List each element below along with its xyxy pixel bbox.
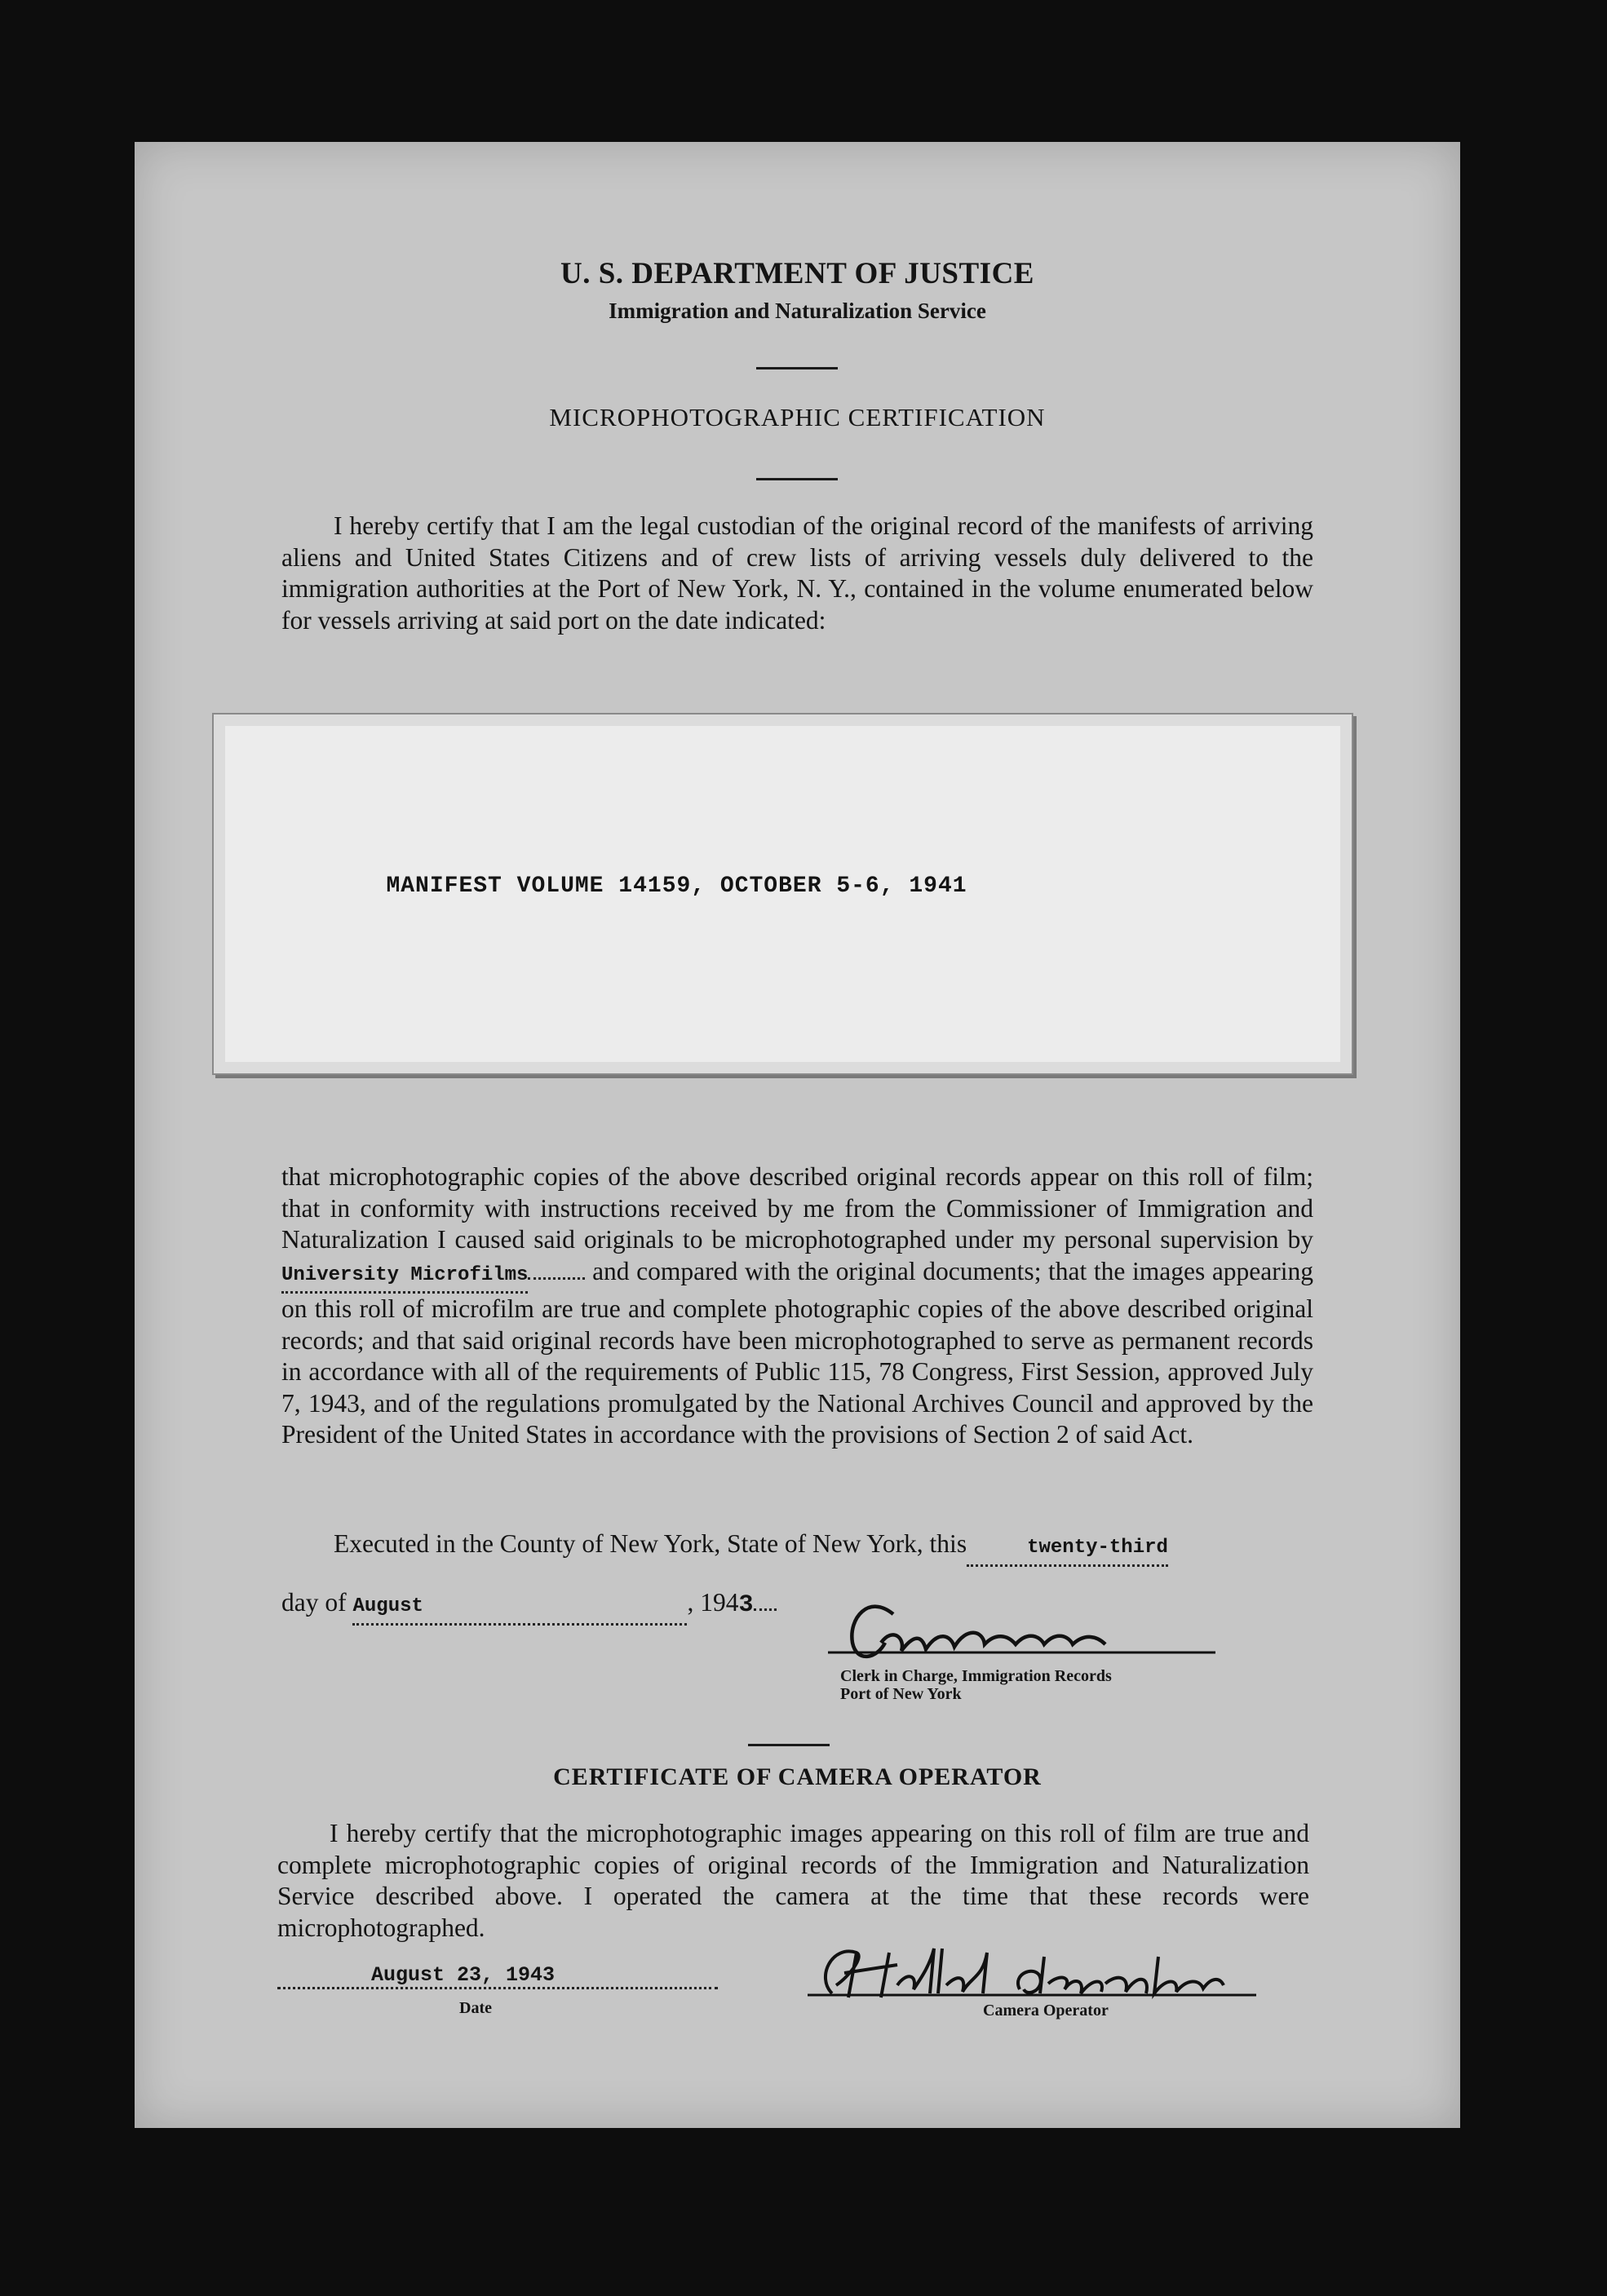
executed-line	[281, 1528, 1313, 1567]
clerk-signature	[771, 1586, 1228, 1675]
body-paragraph	[281, 1161, 1313, 1451]
camera-heading: CERTIFICATE OF CAMERA OPERATOR	[553, 1763, 1042, 1790]
year-prefix: , 194	[687, 1588, 739, 1617]
day-field: twenty-third	[967, 1533, 1168, 1567]
department-heading: U. S. DEPARTMENT OF JUSTICE	[560, 257, 1034, 290]
date-label: Date	[459, 1999, 492, 2017]
body-text-part2: and compared with the original documents; that the images appearing on this roll of microfilm are true and complete photographic copies of the above described original records; and that said original records have been microphotographed to serve as permanent records in accordance with all of the requirements of Public 115, 78 Congress, First Session, approved July 7, 1943, and of the regulations promulgated by the National Archives Council and approved by the President of the United States in accordance with the provisions of Section 2 of said Act.	[281, 1256, 1313, 1449]
executed-prefix: Executed in the County of New York, State of New York, this	[334, 1529, 967, 1558]
supervisor-field: University Microfilms	[281, 1260, 528, 1294]
divider	[748, 1744, 830, 1746]
clerk-title-line1: Clerk in Charge, Immigration Records	[840, 1667, 1112, 1685]
camera-paragraph: I hereby certify that the microphotographic images appearing on this roll of film are true and complete microphotographic copies of original records of the Immigration and Naturalization Service described above. I operated the camera at the time that these records were microphotographed.	[277, 1819, 1309, 1942]
month-field: August	[352, 1591, 687, 1626]
clerk-title-line2: Port of New York	[840, 1685, 962, 1703]
day-of-label: day of	[281, 1588, 347, 1617]
certification-title: MICROPHOTOGRAPHIC CERTIFICATION	[549, 403, 1046, 431]
volume-label: MANIFEST VOLUME 14159, OCTOBER 5-6, 1941	[386, 874, 967, 899]
intro-paragraph: I hereby certify that I am the legal custodian of the original record of the manifests of arriving aliens and United States Citizens and of crew lists of arriving vessels duly delivered to the immigration authorities at the Port of New York, N. Y., contained in the volume enumerated below for vessels arriving at said port on the date indicated:	[281, 511, 1313, 635]
divider	[756, 367, 838, 369]
volume-box	[212, 713, 1353, 1075]
camera-date-value: August 23, 1943	[371, 1963, 556, 1987]
clerk-title	[840, 1667, 1112, 1703]
date-line-rule	[277, 1987, 718, 1989]
service-subheading: Immigration and Naturalization Service	[609, 299, 986, 323]
divider	[756, 478, 838, 480]
year-digit: 3	[738, 1591, 754, 1619]
certificate-page	[135, 142, 1460, 2128]
operator-label: Camera Operator	[983, 2002, 1109, 2020]
body-text-part1: that microphotographic copies of the above described original records appear on this roll of film; that in conformity with instructions received by me from the Commissioner of Immigration and Naturalization I caused said originals to be microphotographed under my personal supervision by	[281, 1162, 1313, 1254]
